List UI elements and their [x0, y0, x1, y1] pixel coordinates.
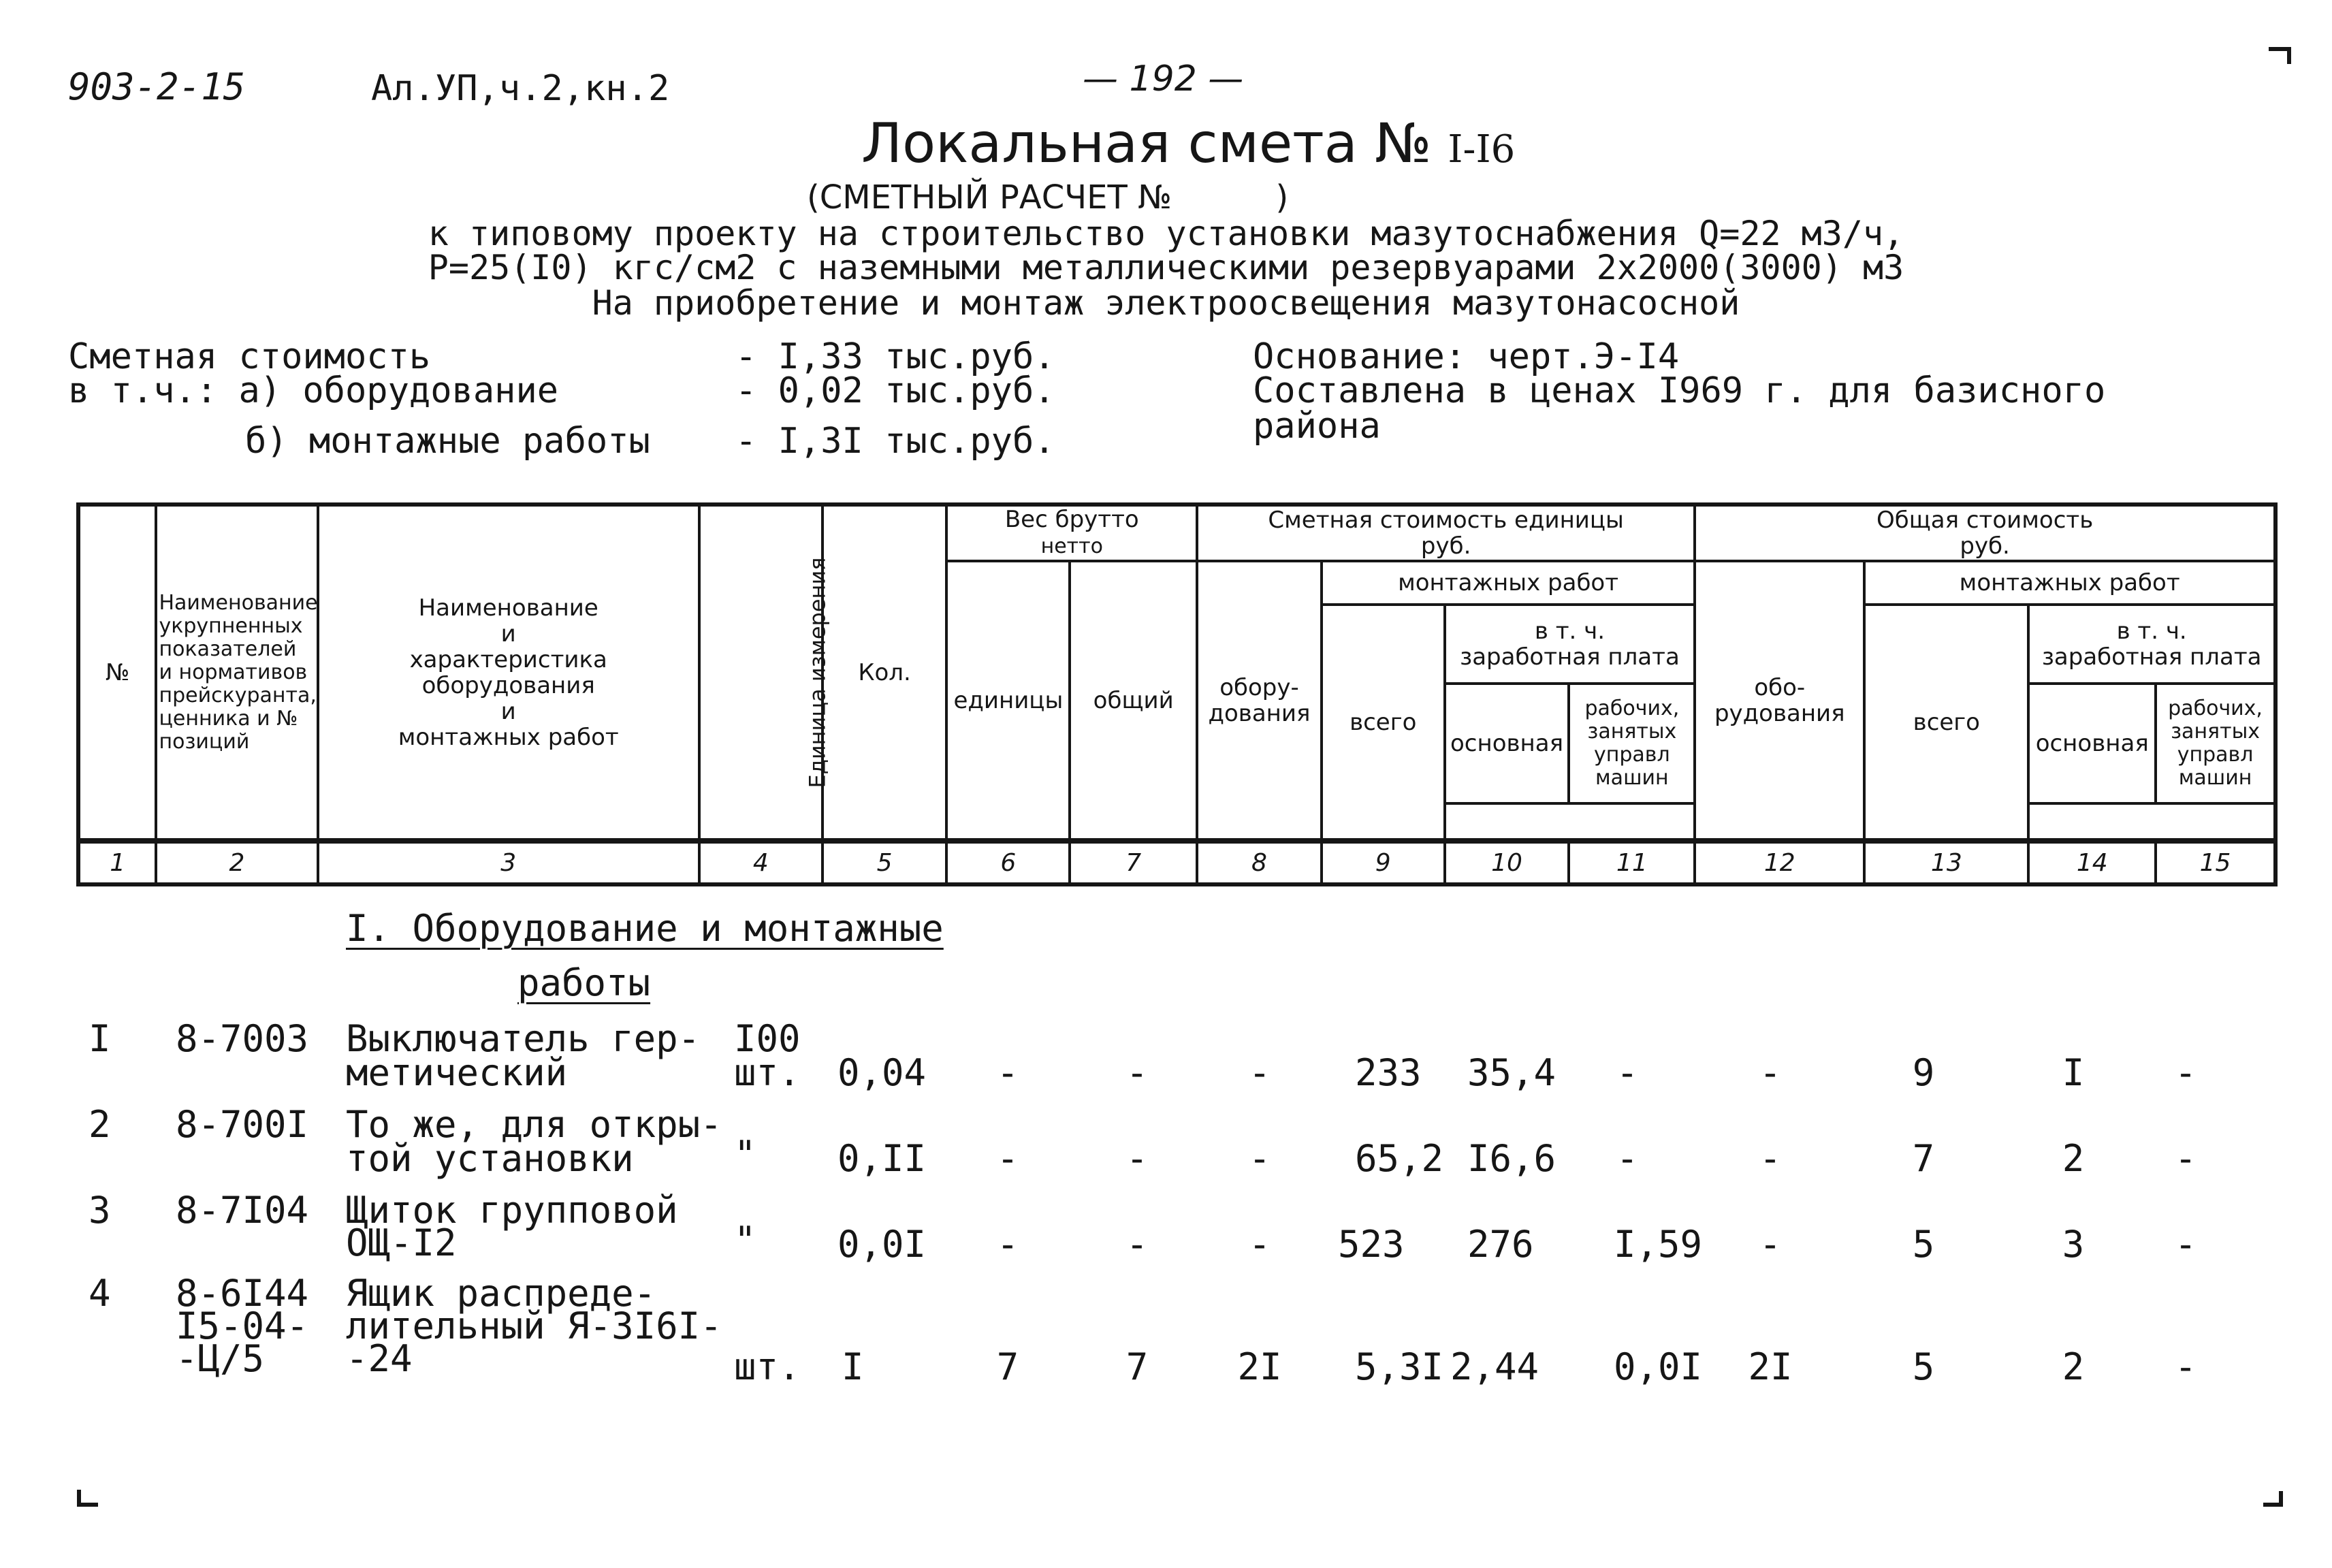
section-title-text: I. Оборудование и монтажные	[346, 907, 944, 950]
col-header-total-basic: основная	[2028, 684, 2156, 803]
row-2-c-mach: -	[1616, 1137, 1639, 1180]
col-header-name	[318, 505, 699, 841]
col-number: 15	[2156, 841, 2275, 884]
row-4-name-line1: Ящик распреде-	[346, 1272, 656, 1315]
crop-mark-icon	[2267, 45, 2295, 65]
row-4-c-all: 5,3I	[1355, 1345, 1444, 1388]
col-header-weight	[946, 505, 1197, 561]
section-title-cont	[517, 961, 650, 1004]
row-1-name-line2: метический	[346, 1051, 568, 1094]
row-4-qty: I	[842, 1345, 864, 1388]
crop-mark-icon	[2261, 1488, 2288, 1509]
row-1-t-mach: -	[2174, 1051, 2197, 1094]
col-number: 12	[1695, 841, 1864, 884]
row-2-unit: "	[734, 1133, 756, 1176]
row-3-name-line2: ОЩ-I2	[346, 1221, 457, 1264]
col-number: 6	[946, 841, 1070, 884]
crop-mark-bottom-right	[2261, 1484, 2288, 1516]
col-header-name-line: монтажных работ	[398, 723, 619, 751]
weight-net-label: нетто	[1040, 534, 1103, 558]
incl-label: в т. ч.	[2116, 618, 2187, 645]
col-header-quantity: Кол.	[822, 505, 947, 841]
row-2-c-equip: -	[1248, 1137, 1271, 1180]
row-1-number: I	[89, 1017, 111, 1060]
row-1-name-line1: Выключатель гер-	[346, 1017, 701, 1060]
row-2-t-wage: 2	[2062, 1137, 2085, 1180]
row-4-unit: шт.	[734, 1345, 801, 1388]
row-2-w-unit: -	[996, 1137, 1019, 1180]
col-header-unit-all: всего	[1322, 605, 1445, 841]
col-header-weight-unit: единицы	[946, 561, 1070, 841]
col-header-name-line: и	[500, 697, 516, 725]
row-4-t-wage: 2	[2062, 1345, 2085, 1388]
row-3-unit: "	[734, 1219, 756, 1262]
col-number: 10	[1445, 841, 1569, 884]
unit-cost-label: Сметная стоимость единицы	[1268, 507, 1624, 534]
section-title-text: работы	[517, 961, 651, 1004]
document-number: I-I6	[1448, 127, 1516, 172]
row-4-t-equip: 2I	[1748, 1345, 1793, 1388]
row-4-name-line3: -24	[346, 1337, 413, 1380]
col-number: 13	[1864, 841, 2028, 884]
crop-mark-icon	[75, 1488, 102, 1509]
document-title	[861, 112, 1515, 175]
row-1-unit-line1: I00	[734, 1017, 801, 1060]
page-number: — 192 —	[1083, 59, 1244, 99]
col-header-weight-total: общий	[1070, 561, 1197, 841]
row-2-qty: 0,II	[837, 1137, 927, 1180]
col-header-name-line: и	[500, 620, 516, 647]
row-2-code: 8-700I	[176, 1103, 309, 1146]
row-4-c-equip: 2I	[1237, 1345, 1282, 1388]
row-1-c-all: 233	[1355, 1051, 1422, 1094]
wage-label: заработная плата	[1460, 643, 1680, 671]
row-1-qty: 0,04	[837, 1051, 927, 1094]
col-header-total-all: всего	[1864, 605, 2028, 841]
row-3-t-equip: -	[1759, 1223, 1782, 1266]
row-2-t-all: 7	[1912, 1137, 1935, 1180]
row-2-number: 2	[89, 1103, 111, 1146]
col-number: 3	[318, 841, 699, 884]
col-header-total-machine: рабочих, занятых управл машин	[2156, 684, 2275, 803]
row-4-number: 4	[89, 1272, 111, 1315]
row-4-code-line3: -Ц/5	[176, 1337, 265, 1380]
row-1-unit-line2: шт.	[734, 1051, 801, 1094]
prices-text: Составлена в ценах I969 г. для базисного	[1253, 370, 2106, 411]
total-cost-currency: руб.	[1960, 532, 2010, 560]
col-header-unit-basic: основная	[1445, 684, 1569, 803]
row-1-t-equip: -	[1759, 1051, 1782, 1094]
installation-cost-label: б) монтажные работы	[245, 421, 650, 462]
row-1-c-equip: -	[1248, 1051, 1271, 1094]
project-code: 903-2-15	[68, 65, 246, 108]
col-header-norm-reference: Наименование укрупненных показателей и нормативов прейскуранта, ценника и № позиций	[156, 505, 317, 841]
section-title	[346, 907, 944, 950]
col-number: 4	[699, 841, 822, 884]
row-1-t-wage: I	[2062, 1051, 2085, 1094]
col-number: 11	[1569, 841, 1695, 884]
row-1-c-mach: -	[1616, 1051, 1639, 1094]
row-2-name-line1: То же, для откры-	[346, 1103, 722, 1146]
col-header-name-line: оборудования	[421, 671, 595, 699]
col-header-total-cost	[1695, 505, 2275, 561]
col-header-total-equipment: обо-рудования	[1695, 561, 1864, 841]
row-4-w-unit: 7	[996, 1345, 1019, 1388]
col-number: 7	[1070, 841, 1197, 884]
unit-cost-currency: руб.	[1420, 532, 1471, 560]
wage-label: заработная плата	[2041, 643, 2262, 671]
incl-label: в т. ч.	[1534, 618, 1606, 645]
row-3-t-wage: 3	[2062, 1223, 2085, 1266]
col-header-unit	[699, 505, 831, 841]
basis-text: Основание: черт.Э-I4	[1253, 336, 1680, 377]
project-line-3: На приобретение и монтаж электроосвещения мазутонасосной	[592, 283, 1740, 323]
total-cost-value: - I,33 тыс.руб.	[735, 336, 1055, 377]
row-3-t-mach: -	[2174, 1223, 2197, 1266]
row-4-code-line2: I5-04-	[176, 1305, 309, 1347]
estimate-table-header	[76, 502, 2278, 886]
row-4-w-total: 7	[1125, 1345, 1149, 1388]
row-2-c-wage: I6,6	[1467, 1137, 1556, 1180]
col-header-name-line: характеристика	[409, 645, 607, 673]
row-3-w-unit: -	[996, 1223, 1019, 1266]
col-number: 5	[822, 841, 947, 884]
col-number: 1	[78, 841, 156, 884]
col-header-unit-equipment: обору-дования	[1197, 561, 1322, 841]
row-3-c-equip: -	[1248, 1223, 1271, 1266]
row-2-name-line2: той установки	[346, 1137, 634, 1180]
project-line-1: к типовому проекту на строительство установки мазутоснабжения Q=22 м3/ч,	[428, 214, 1904, 253]
col-header-name-line: Наименование	[418, 594, 598, 622]
row-4-name-line2: лительный Я-3I6I-	[346, 1305, 722, 1347]
equipment-cost-value: - 0,02 тыс.руб.	[735, 370, 1055, 411]
total-cost-label: Сметная стоимость	[68, 336, 431, 377]
crop-mark-bottom-left	[75, 1484, 102, 1516]
row-1-w-unit: -	[996, 1051, 1019, 1094]
row-2-w-total: -	[1125, 1137, 1149, 1180]
row-4-c-mach: 0,0I	[1614, 1345, 1703, 1388]
row-3-name-line1: Щиток групповой	[346, 1189, 678, 1232]
row-1-w-total: -	[1125, 1051, 1149, 1094]
project-line-2: Р=25(I0) кгс/см2 с наземными металлическими резервуарами 2х2000(3000) м3	[428, 248, 1904, 287]
col-number: 2	[156, 841, 317, 884]
row-3-t-all: 5	[1912, 1223, 1935, 1266]
row-4-c-wage: 2,44	[1450, 1345, 1539, 1388]
row-3-qty: 0,0I	[837, 1223, 927, 1266]
installation-cost-value: - I,3I тыс.руб.	[735, 421, 1055, 462]
row-4-t-mach: -	[2174, 1345, 2197, 1388]
document-title-text: Локальная смета №	[861, 112, 1432, 175]
col-number: 9	[1322, 841, 1445, 884]
col-header-unit-wage	[1445, 605, 1695, 684]
row-3-code: 8-7I04	[176, 1189, 309, 1232]
row-1-code: 8-7003	[176, 1017, 309, 1060]
crop-mark-top-right	[2267, 41, 2295, 72]
col-header-unit-cost	[1197, 505, 1695, 561]
row-3-number: 3	[89, 1189, 111, 1232]
row-3-c-all: 523	[1338, 1223, 1405, 1266]
row-3-w-total: -	[1125, 1223, 1149, 1266]
row-2-c-all: 65,2	[1355, 1137, 1444, 1180]
prices-text-region: района	[1253, 406, 1381, 447]
row-1-c-wage: 35,4	[1467, 1051, 1556, 1094]
row-3-c-mach: I,59	[1614, 1223, 1703, 1266]
row-1-t-all: 9	[1912, 1051, 1935, 1094]
row-3-c-wage: 276	[1467, 1223, 1534, 1266]
col-header-unit-installation: монтажных работ	[1322, 561, 1695, 605]
total-cost-header-label: Общая стоимость	[1876, 507, 2094, 534]
row-2-t-mach: -	[2174, 1137, 2197, 1180]
document-subtitle: (СМЕТНЫЙ РАСЧЕТ № )	[807, 178, 1289, 217]
col-number: 14	[2028, 841, 2156, 884]
col-header-unit-text: Единица измерения	[804, 556, 831, 788]
equipment-cost-label: в т.ч.: а) оборудование	[68, 370, 559, 411]
col-number: 8	[1197, 841, 1322, 884]
col-header-number: №	[78, 505, 156, 841]
row-4-t-all: 5	[1912, 1345, 1935, 1388]
weight-gross-label: Вес брутто	[1004, 506, 1139, 533]
col-header-unit-machine: рабочих, занятых управл машин	[1569, 684, 1695, 803]
album-reference: Ал.УП,ч.2,кн.2	[371, 68, 670, 109]
row-4-code-line1: 8-6I44	[176, 1272, 309, 1315]
row-2-t-equip: -	[1759, 1137, 1782, 1180]
col-header-total-installation: монтажных работ	[1864, 561, 2275, 605]
col-header-total-wage	[2028, 605, 2275, 684]
